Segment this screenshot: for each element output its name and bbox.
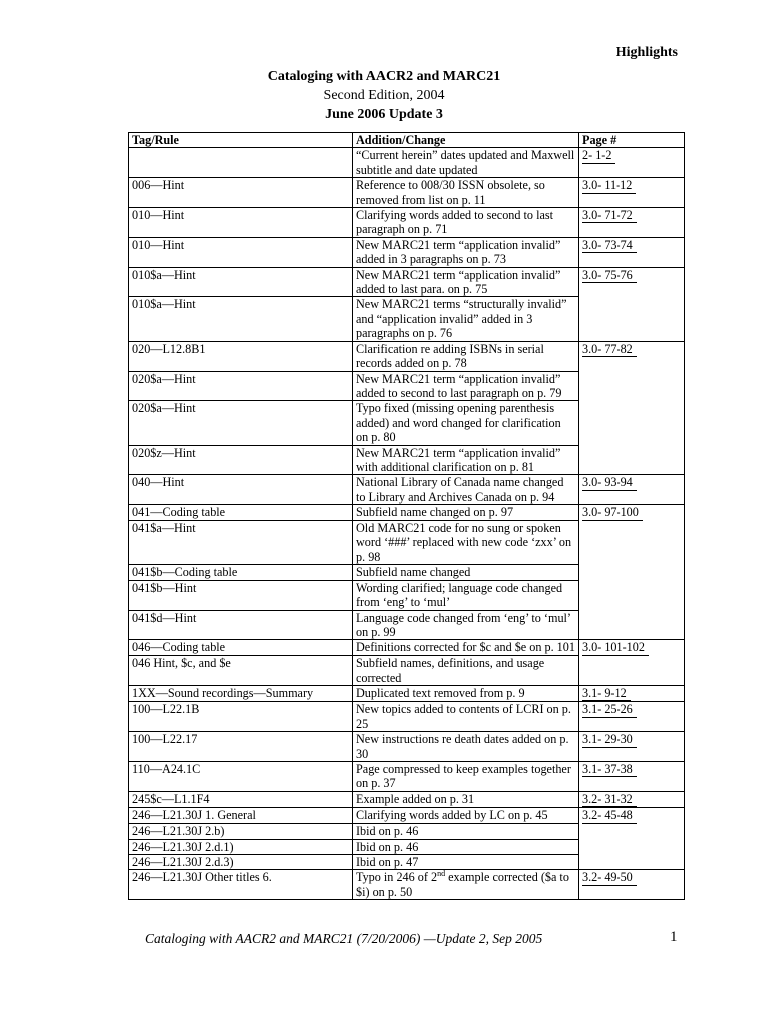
page-range: 3.0- 77-82 [582,342,637,357]
tag-rule-cell: 041$a—Hint [129,521,353,565]
addition-change-cell: New MARC21 term “application invalid” added to second to last paragraph on p. 79 [353,371,579,401]
table-row [129,580,685,610]
column-header-tag-rule: Tag/Rule [129,133,353,148]
column-header-page: Page # [579,133,685,148]
tag-rule-cell: 010—Hint [129,208,353,238]
tag-rule-cell: 110—A24.1C [129,762,353,792]
table-row [129,870,685,900]
addition-change-cell: Ibid on p. 47 [353,855,579,870]
addition-change-cell: Clarifying words added by LC on p. 45 [353,808,579,824]
addition-change-cell [353,870,579,900]
page-range: 3.1- 9-12 [582,686,631,701]
addition-change-cell: Clarifying words added to second to last paragraph on p. 71 [353,208,579,238]
addition-change-cell: Example added on p. 31 [353,791,579,807]
ordinal-superscript: nd [437,869,446,879]
table-row [129,702,685,732]
addition-change-cell: Page compressed to keep examples together on p. 37 [353,762,579,792]
tag-rule-cell: 041$b—Coding table [129,565,353,580]
page-cell [579,855,685,870]
tag-rule-cell: 010$a—Hint [129,267,353,297]
tag-rule-cell: 041$b—Hint [129,580,353,610]
page-cell [579,870,685,900]
tag-rule-cell: 041—Coding table [129,505,353,521]
addition-change-cell: Reference to 008/30 ISSN obsolete, so removed from list on p. 11 [353,178,579,208]
tag-rule-cell: 040—Hint [129,475,353,505]
page-cell [579,521,685,565]
page-range: 3.2- 31-32 [582,792,637,807]
page-range: 3.0- 97-100 [582,505,643,520]
page-cell [579,565,685,580]
tag-rule-cell: 246—L21.30J Other titles 6. [129,870,353,900]
page-cell [579,732,685,762]
table-row [129,208,685,238]
page-cell [579,839,685,854]
page-cell [579,445,685,475]
page-cell [579,237,685,267]
addition-change-cell: New instructions re death dates added on p. 30 [353,732,579,762]
page-number: 1 [670,929,678,945]
page-cell [579,401,685,445]
addition-change-cell: Subfield name changed on p. 97 [353,505,579,521]
footer-text: Cataloging with AACR2 and MARC21 (7/20/2006) —Update 2, Sep 2005 [145,931,543,946]
table-row [129,839,685,854]
table-row [129,855,685,870]
table-row [129,341,685,371]
addition-change-cell: New MARC21 term “application invalid” added to last para. on p. 75 [353,267,579,297]
document-titles [0,67,768,124]
addition-change-cell: New MARC21 term “application invalid” added in 3 paragraphs on p. 73 [353,237,579,267]
addition-change-cell: Old MARC21 code for no sung or spoken word ‘###’ replaced with new code ‘zxx’ on p. 98 [353,521,579,565]
page-range: 3.0- 71-72 [582,208,637,223]
table-row [129,148,685,178]
page-cell [579,762,685,792]
page-cell [579,178,685,208]
addition-change-cell: New topics added to contents of LCRI on p. 25 [353,702,579,732]
table-row [129,791,685,807]
table-row [129,297,685,341]
page-cell [579,580,685,610]
tag-rule-cell: 006—Hint [129,178,353,208]
addition-change-cell: New MARC21 term “application invalid” with additional clarification on p. 81 [353,445,579,475]
change-text: example corrected ($a to $i) on p. 50 [356,870,569,899]
page-range: 3.1- 37-38 [582,762,637,777]
tag-rule-cell: 245$c—L1.1F4 [129,791,353,807]
page-cell [579,475,685,505]
addition-change-cell: Definitions corrected for $c and $e on p. 101 [353,640,579,656]
tag-rule-cell: 246—L21.30J 2.d.3) [129,855,353,870]
tag-rule-cell: 010—Hint [129,237,353,267]
tag-rule-cell: 100—L22.1B [129,702,353,732]
page-cell [579,297,685,341]
tag-rule-cell: 010$a—Hint [129,297,353,341]
tag-rule-cell: 046—Coding table [129,640,353,656]
page-range: 3.0- 75-76 [582,268,637,283]
page-cell [579,640,685,656]
addition-change-cell: Ibid on p. 46 [353,839,579,854]
page-range: 3.2- 45-48 [582,808,637,823]
page-range: 3.1- 29-30 [582,732,637,747]
table-row [129,445,685,475]
tag-rule-cell: 246—L21.30J 2.b) [129,824,353,839]
table-row [129,824,685,839]
tag-rule-cell: 246—L21.30J 1. General [129,808,353,824]
tag-rule-cell: 020$z—Hint [129,445,353,475]
page-range: 3.0- 101-102 [582,640,649,655]
page-cell [579,208,685,238]
table-row [129,732,685,762]
page-cell [579,267,685,297]
page-range: 3.0- 93-94 [582,475,637,490]
addition-change-cell: Clarification re adding ISBNs in serial records added on p. 78 [353,341,579,371]
table-row [129,808,685,824]
tag-rule-cell: 100—L22.17 [129,732,353,762]
page-range: 3.1- 25-26 [582,702,637,717]
page-cell [579,148,685,178]
table-row [129,475,685,505]
addition-change-cell: “Current herein” dates updated and Maxwell subtitle and date updated [353,148,579,178]
table-row [129,762,685,792]
page-cell [579,656,685,686]
addition-change-cell: Subfield names, definitions, and usage corrected [353,656,579,686]
tag-rule-cell: 020$a—Hint [129,371,353,401]
page-range: 3.2- 49-50 [582,870,637,885]
document-title: Cataloging with AACR2 and MARC21 [267,69,501,84]
table-row [129,401,685,445]
page-cell [579,371,685,401]
page-cell [579,791,685,807]
tag-rule-cell: 020$a—Hint [129,401,353,445]
page-cell [579,505,685,521]
addition-change-cell: Wording clarified; language code changed from ‘eng’ to ‘mul’ [353,580,579,610]
table-row [129,686,685,702]
table-row [129,565,685,580]
page-cell [579,341,685,371]
tag-rule-cell: 041$d—Hint [129,610,353,640]
changes-table [128,132,685,900]
addition-change-cell: Language code changed from ‘eng’ to ‘mul’ on p. 99 [353,610,579,640]
table-row [129,610,685,640]
page-range: 3.0- 11-12 [582,178,636,193]
table-header-row [129,133,685,148]
table-row [129,656,685,686]
addition-change-cell: New MARC21 terms “structurally invalid” and “application invalid” added in 3 paragraphs on p. 76 [353,297,579,341]
table-row [129,521,685,565]
addition-change-cell: Typo fixed (missing opening parenthesis added) and word changed for clarification on p. 80 [353,401,579,445]
page-cell [579,686,685,702]
page-cell [579,702,685,732]
addition-change-cell: Duplicated text removed from p. 9 [353,686,579,702]
page-cell [579,808,685,824]
table-row [129,178,685,208]
table-row [129,640,685,656]
page-cell [579,824,685,839]
tag-rule-cell: 246—L21.30J 2.d.1) [129,839,353,854]
tag-rule-cell: 046 Hint, $c, and $e [129,656,353,686]
table-row [129,237,685,267]
column-header-addition-change: Addition/Change [353,133,579,148]
page-cell [579,610,685,640]
page-range: 2- 1-2 [582,148,615,163]
page-range: 3.0- 73-74 [582,238,637,253]
edition-line: Second Edition, 2004 [323,88,445,103]
highlights-label: Highlights [615,45,678,60]
tag-rule-cell: 1XX—Sound recordings—Summary [129,686,353,702]
addition-change-cell: Ibid on p. 46 [353,824,579,839]
tag-rule-cell [129,148,353,178]
table-row [129,371,685,401]
update-line: June 2006 Update 3 [325,107,443,122]
addition-change-cell: Subfield name changed [353,565,579,580]
change-text: Typo in 246 of 2 [356,870,438,885]
addition-change-cell: National Library of Canada name changed to Library and Archives Canada on p. 94 [353,475,579,505]
tag-rule-cell: 020—L12.8B1 [129,341,353,371]
table-row [129,505,685,521]
table-row [129,267,685,297]
